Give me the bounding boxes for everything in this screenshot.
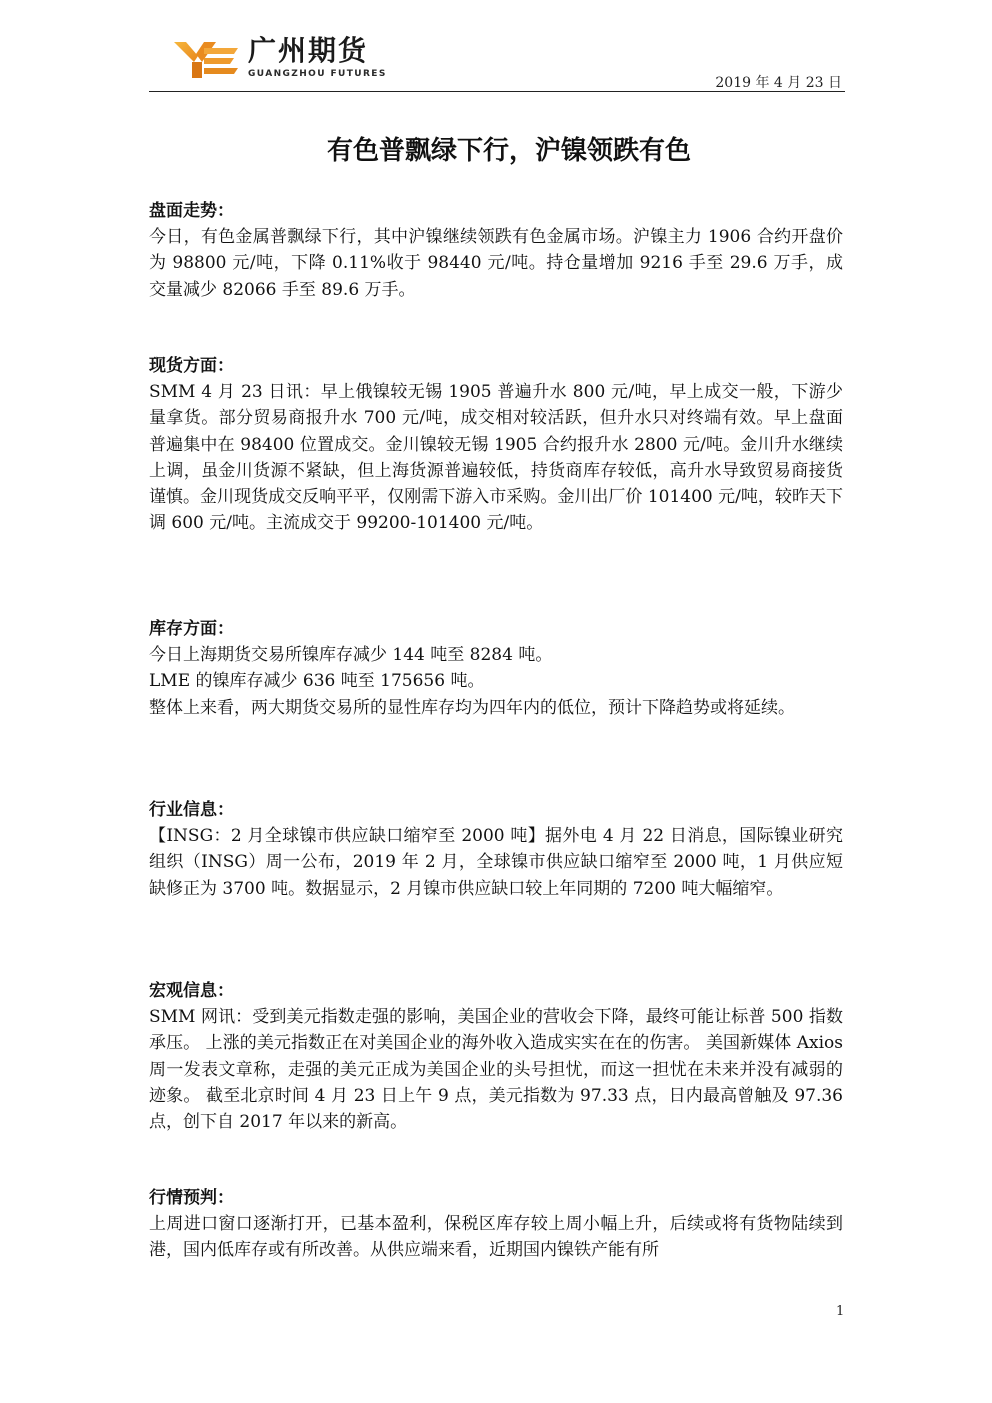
brand-name-cn: 广州期货 — [248, 34, 369, 67]
section-heading: 行业信息： — [149, 800, 234, 820]
section-market-trend — [149, 198, 843, 303]
section-market-outlook — [149, 1185, 843, 1264]
section-heading: 宏观信息： — [149, 981, 234, 1001]
section-paragraph: SMM 4 月 23 日讯：早上俄镍较无锡 1905 普遍升水 800 元/吨，早上成交一般，下游少量拿货。部分贸易商报升水 700 元/吨，成交相对较活跃，但升水只对终端有效。早上盘面普遍集中在 98400 位置成交。金川镍较无锡 1905 合约报升水 2800 元/吨。金川升水继续上调，虽金川货源不紧缺，但上海货源普遍较低，持货商库存较低，高升水导致贸易商接货谨慎。金川现货成交反响平平，仅刚需下游入市采购。金川出厂价 101400 元/吨，较昨天下调 600 元/吨。主流成交于 99200-101400 元/吨。 — [149, 382, 843, 534]
section-heading: 库存方面： — [149, 619, 234, 639]
header-divider — [149, 91, 845, 92]
page-number: 1 — [836, 1304, 845, 1319]
section-heading: 现货方面： — [149, 356, 234, 376]
section-paragraph: 整体上来看，两大期货交易所的显性库存均为四年内的低位，预计下降趋势或将延续。 — [149, 697, 795, 718]
section-paragraph: 今日，有色金属普飘绿下行，其中沪镍继续领跌有色金属市场。沪镍主力 1906 合约开盘价为 98800 元/吨，下降 0.11%收于 98440 元/吨。持仓量增加 9216 手至 29.6 万手，成交量减少 82066 手至 89.6 万手。 — [149, 227, 843, 300]
section-paragraph: SMM 网讯：受到美元指数走强的影响，美国企业的营收会下降，最终可能让标普 500 指数承压。 上涨的美元指数正在对美国企业的海外收入造成实实在在的伤害。 美国新媒体 Axios 周一发表文章称，走强的美元正成为美国企业的头号担忧，而这一担忧在未来并没有减弱的迹象。 截至北京时间 4 月 23 日上午 9 点，美元指数为 97.33 点，日内最高曾触及 97.36 点，创下自 2017 年以来的新高。 — [149, 1007, 843, 1133]
section-spot — [149, 353, 843, 537]
document-title: 有色普飘绿下行，沪镍领跌有色 — [326, 136, 691, 166]
section-paragraph: 今日上海期货交易所镍库存减少 144 吨至 8284 吨。 — [149, 645, 553, 665]
section-paragraph: 上周进口窗口逐渐打开，已基本盈利，保税区库存较上周小幅上升，后续或将有货物陆续到港，国内低库存或有所改善。从供应端来看，近期国内镍铁产能有所 — [149, 1214, 843, 1261]
section-paragraph: LME 的镍库存减少 636 吨至 175656 吨。 — [149, 671, 485, 692]
section-heading: 行情预判： — [149, 1188, 234, 1208]
report-date: 2019 年 4 月 23 日 — [715, 75, 842, 91]
section-heading: 盘面走势： — [149, 201, 234, 221]
section-inventory — [149, 616, 843, 721]
section-macro-news — [149, 978, 843, 1135]
section-industry-news — [149, 797, 843, 902]
guangzhou-futures-logo-icon — [174, 40, 240, 80]
brand-name-en: GUANGZHOU FUTURES — [248, 69, 387, 79]
section-paragraph: 【INSG：2 月全球镍市供应缺口缩窄至 2000 吨】据外电 4 月 22 日消息，国际镍业研究组织（INSG）周一公布，2019 年 2 月，全球镍市供应缺口缩窄至 2000 吨，1 月供应短缺修正为 3700 吨。数据显示，2 月镍市供应缺口较上年同期的 7200 吨大幅缩窄。 — [149, 826, 843, 899]
